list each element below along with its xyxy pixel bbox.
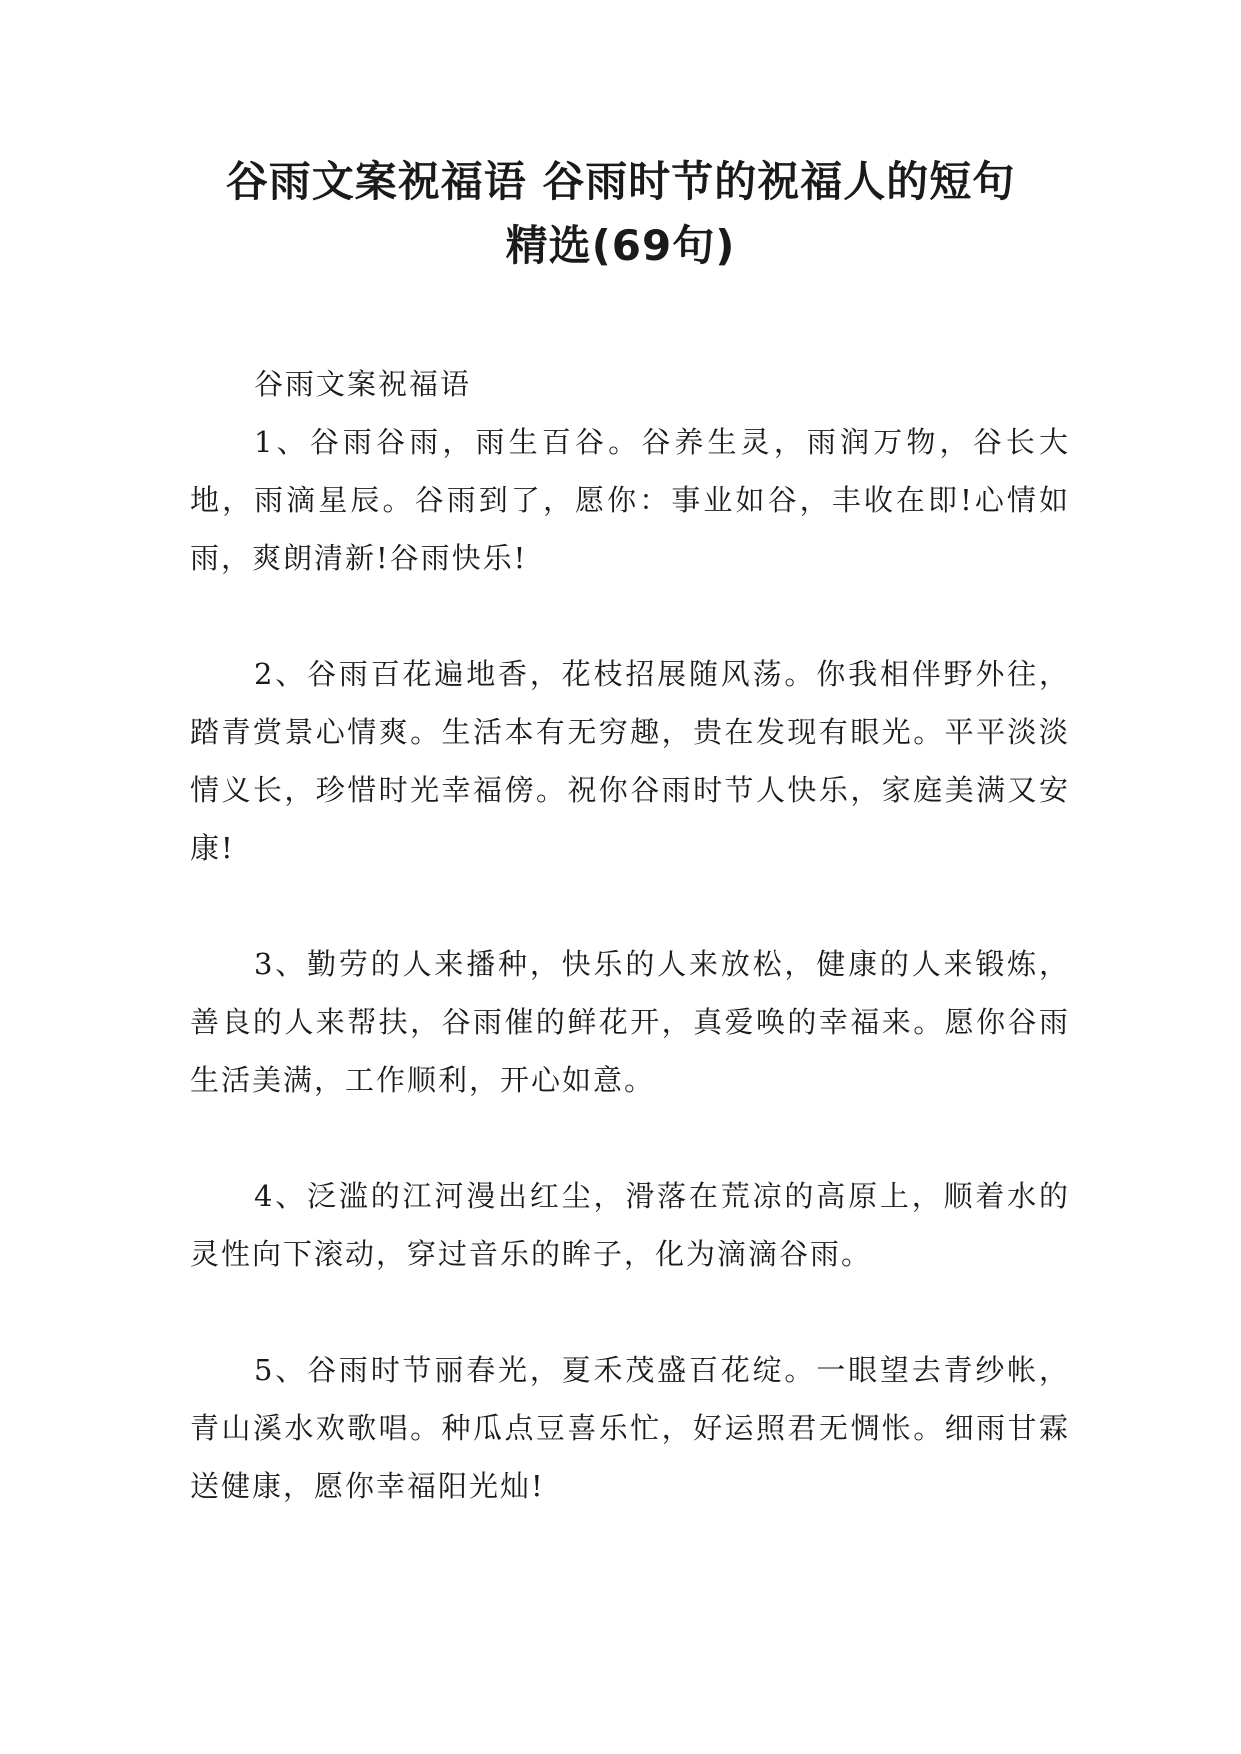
document-body — [190, 355, 1070, 1515]
title-line-1: 谷雨文案祝福语 谷雨时节的祝福人的短句 — [225, 157, 1016, 206]
page-title — [150, 150, 1091, 278]
section-heading: 谷雨文案祝福语 — [254, 367, 472, 401]
title-line-2: 精选(69句) — [505, 221, 736, 270]
paragraph: 2、谷雨百花遍地香，花枝招展随风荡。你我相伴野外往，踏青赏景心情爽。生活本有无穷趣，贵在发现有眼光。平平淡淡情义长，珍惜时光幸福傍。祝你谷雨时节人快乐，家庭美满又安康! — [190, 657, 1070, 865]
paragraph: 4、泛滥的江河漫出红尘，滑落在荒凉的高原上，顺着水的灵性向下滚动，穿过音乐的眸子，化为滴滴谷雨。 — [190, 1179, 1070, 1271]
paragraph: 5、谷雨时节丽春光，夏禾茂盛百花绽。一眼望去青纱帐，青山溪水欢歌唱。种瓜点豆喜乐忙，好运照君无惆怅。细雨甘霖送健康，愿你幸福阳光灿! — [190, 1353, 1070, 1503]
paragraph: 3、勤劳的人来播种，快乐的人来放松，健康的人来锻炼，善良的人来帮扶，谷雨催的鲜花开，真爱唤的幸福来。愿你谷雨生活美满，工作顺利，开心如意。 — [190, 947, 1070, 1097]
paragraph: 1、谷雨谷雨，雨生百谷。谷养生灵，雨润万物，谷长大地，雨滴星辰。谷雨到了，愿你：事业如谷，丰收在即!心情如雨，爽朗清新!谷雨快乐! — [190, 425, 1070, 575]
